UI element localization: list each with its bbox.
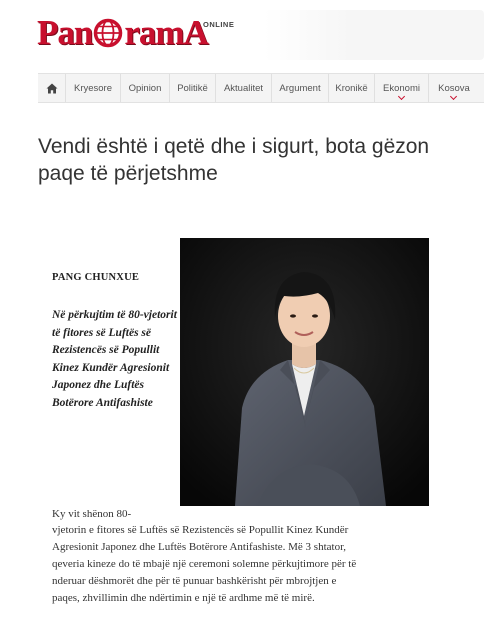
logo-wordmark: Pan ramA [37,13,208,52]
nav-item-aktualitet[interactable]: Aktualitet [216,74,272,102]
nav-home[interactable] [38,74,66,102]
nav-item-kronike[interactable]: Kronikë [329,74,375,102]
article-body-line: paqes, zhvillimin dhe ndërtimin e një të ardhme më të mirë. [52,592,315,604]
article-headline: Vendi është i qetë dhe i sigurt, bota gëzon paqe të përjetshme [38,135,430,185]
article-body-line: Agresionit Japonez dhe Luftës Botërore Antifashiste. Më 3 shtator, [52,541,347,553]
article-author: PANG CHUNXUE [52,272,140,283]
nav-item-ekonomi[interactable]: Ekonomi [375,74,429,102]
article-body-first-line: Ky vit shënon 80- [52,508,132,520]
article-subtitle: Në përkujtim të 80-vjetorit të fitores së Luftës së Rezistencës së Popullit Kinez Kundër Agresionit Japonez dhe Luftës Botërore Antifashiste [52,309,177,409]
nav-item-argument[interactable]: Argument [272,74,329,102]
globe-icon [93,18,123,48]
header-banner-area [264,10,484,60]
article-body-line: nderuar dëshmorët dhe për të punuar bashkërisht për mbrojtjen e [52,575,337,587]
nav-item-opinion[interactable]: Opinion [121,74,170,102]
site-logo[interactable] [37,10,277,52]
logo-online-label: ONLINE [203,20,235,29]
home-icon [46,83,58,94]
article-body [52,522,484,607]
main-nav [38,73,484,103]
nav-item-kosova[interactable]: Kosova [429,74,479,102]
author-photo [180,238,429,506]
author-portrait-illustration [180,238,429,506]
nav-item-politike[interactable]: Politikë [170,74,216,102]
nav-item-kryesore[interactable]: Kryesore [66,74,121,102]
article-body-line: vjetorin e fitores së Luftës së Rezistencës së Popullit Kinez Kundër [52,524,349,536]
article-body-line: qeveria kineze do të mbajë një ceremoni solemne përkujtimore për të [52,558,357,570]
